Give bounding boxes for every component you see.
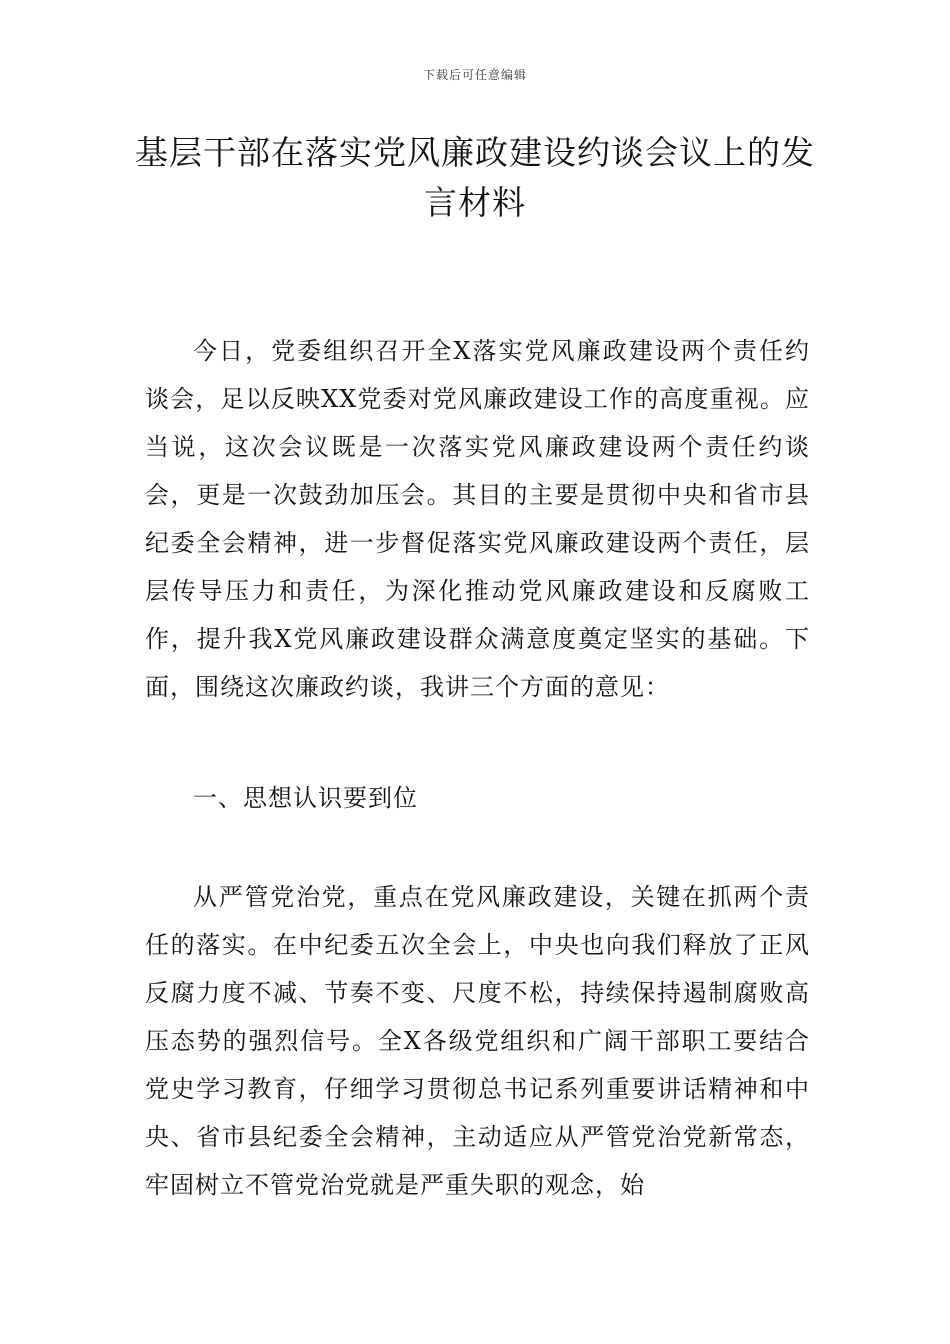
section-heading: 一、思想认识要到位 [193, 784, 418, 812]
intro-paragraph-block [145, 327, 810, 711]
paragraph: 从严管党治党，重点在党风廉政建设，关键在抓两个责任的落实。在中纪委五次全会上，中央也向我们释放了正风反腐力度不减、节奏不变、尺度不松，持续保持遏制腐败高压态势的强烈信号。全X各级党组织和广阔干部职工要结合党史学习教育，仔细学习贯彻总书记系列重要讲话精神和中央、省市县纪委全会精神，主动适应从严管党治党新常态，牢固树立不管党治党就是严重失职的观念，始 [145, 883, 810, 1199]
document-title: 基层干部在落实党风廉政建设约谈会议上的发言材料 [135, 133, 815, 222]
paragraph: 今日，党委组织召开全X落实党风廉政建设两个责任约谈会，足以反映XX党委对党风廉政建设工作的高度重视。应当说，这次会议既是一次落实党风廉政建设两个责任约谈会，更是一次鼓劲加压会。其目的主要是贯彻中央和省市县纪委全会精神，进一步督促落实党风廉政建设两个责任，层层传导压力和责任，为深化推动党风廉政建设和反腐败工作，提升我X党风廉政建设群众满意度奠定坚实的基础。下面，围绕这次廉政约谈，我讲三个方面的意见： [145, 337, 810, 701]
section-heading-block [145, 774, 810, 822]
header-note: 下载后可任意编辑 [422, 68, 527, 82]
section-paragraph-block [145, 873, 810, 1209]
